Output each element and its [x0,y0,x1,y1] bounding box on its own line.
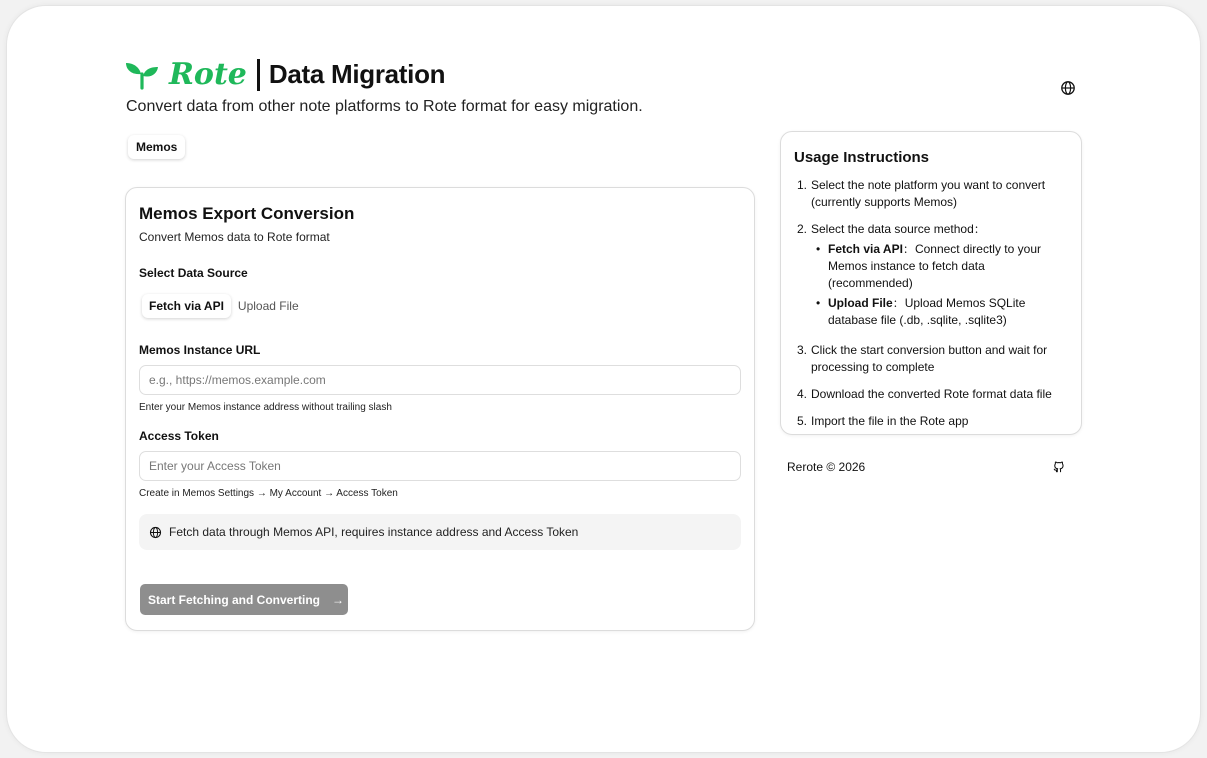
usage-instructions-panel [780,131,1082,435]
github-icon[interactable] [1052,460,1065,473]
start-converting-label: Start Fetching and Converting [148,592,321,607]
source-option-fetch-api[interactable]: Fetch via API [142,294,231,318]
data-source-toggle [139,292,309,320]
source-method-text [828,295,1067,329]
bullet: • [816,242,821,256]
step-number: 1. [797,178,808,192]
info-callout [139,514,741,550]
page-header [125,57,445,92]
step-number: 5. [797,414,808,428]
step-text: Click the start conversion button and wait for processing to complete [811,343,1048,374]
card-title: Memos Export Conversion [139,204,355,223]
source-method-separator: ： [892,296,905,310]
step-text: Select the data source method： [811,222,986,236]
source-method-item [811,241,1067,292]
instruction-step [797,342,1067,376]
footer-copyright: Rerote © 2026 [787,460,866,474]
instance-url-label: Memos Instance URL [139,343,261,357]
access-token-hint: Create in Memos Settings → My Account → Access Token [139,488,398,499]
access-token-input[interactable] [139,451,741,481]
brand-logo-text: Rote [169,57,247,92]
source-method-text [828,241,1067,292]
step-number: 3. [797,343,808,357]
conversion-card [125,187,755,631]
step-content [811,221,1067,332]
step-number: 2. [797,222,808,236]
step-text: Select the note platform you want to convert (currently supports Memos) [811,178,1046,209]
source-method-desc: Upload Memos SQLite database file (.db, .sqlite, .sqlite3) [828,296,1026,327]
step-text: Download the converted Rote format data file [811,387,1052,401]
source-method-separator: ： [902,242,915,256]
instructions-title: Usage Instructions [794,149,930,166]
globe-icon[interactable] [1060,80,1076,96]
source-method-list [811,241,1067,329]
source-method-title: Upload File [828,296,893,310]
bullet: • [816,296,821,310]
instruction-step [797,386,1067,403]
start-converting-button[interactable] [140,584,348,615]
source-method-item [811,295,1067,329]
instance-url-hint: Enter your Memos instance address without trailing slash [139,402,392,413]
instructions-list [797,177,1067,440]
source-method-desc: Connect directly to your Memos instance to fetch data (recommended) [828,242,1041,290]
platform-tab-memos[interactable]: Memos [128,135,185,159]
instruction-step [797,221,1067,332]
globe-icon [149,526,162,539]
source-method-title: Fetch via API [828,242,903,256]
info-text: Fetch data through Memos API, requires instance address and Access Token [169,525,579,539]
step-number: 4. [797,387,808,401]
page-subtitle: Convert data from other note platforms to Rote format for easy migration. [126,98,643,115]
instruction-step [797,177,1067,211]
page-title: Data Migration [268,59,446,89]
step-text: Import the file in the Rote app [811,414,969,428]
instruction-step [797,413,1067,430]
data-source-label: Select Data Source [139,266,248,280]
access-token-label: Access Token [139,429,219,443]
header-divider [257,59,260,91]
card-description: Convert Memos data to Rote format [139,230,330,244]
instance-url-input[interactable] [139,365,741,395]
sprout-logo-icon [125,60,159,90]
source-option-upload-file[interactable]: Upload File [237,299,299,313]
arrow-right-icon: → [332,592,345,607]
